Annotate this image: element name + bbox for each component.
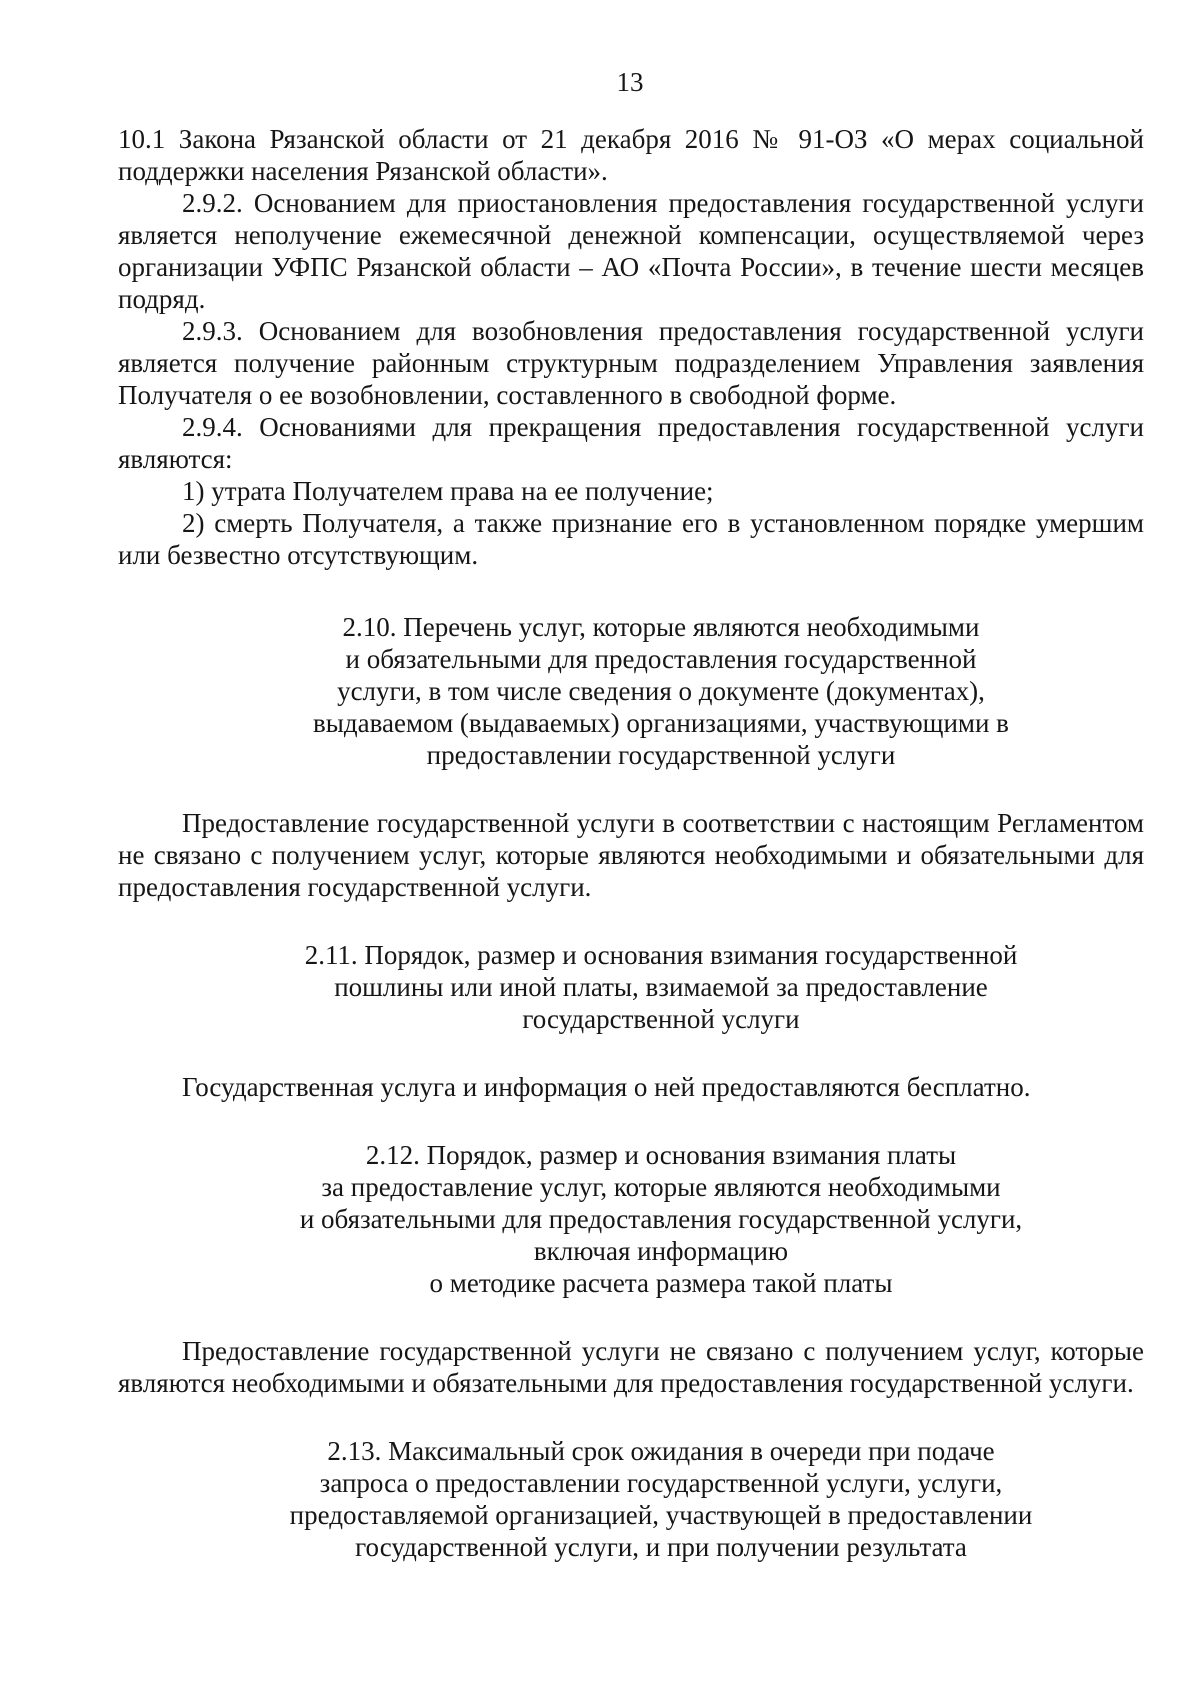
heading-line: и обязательными для предоставления государственной услуги, xyxy=(299,1204,1023,1234)
paragraph-2-9-2: 2.9.2. Основанием для приостановления предоставления государственной услуги является неполучение ежемесячной денежной компенсации, осуществляемой через организации УФПС Рязанской области – АО «Почта России», в течение шести месяцев подряд. xyxy=(118,188,1144,314)
section-heading-2-12 xyxy=(118,1139,1144,1299)
paragraph-2-9-3: 2.9.3. Основанием для возобновления предоставления государственной услуги является получение районным структурным подразделением Управления заявления Получателя о ее возобновлении, составленного в свободной форме. xyxy=(118,316,1144,410)
paragraph-law-reference: 10.1 Закона Рязанской области от 21 декабря 2016 № 91-ОЗ «О мерах социальной поддержки населения Рязанской области». xyxy=(118,124,1144,186)
heading-line: государственной услуги, и при получении результата xyxy=(355,1532,967,1562)
section-body-2-10: Предоставление государственной услуги в соответствии с настоящим Регламентом не связано с получением услуг, которые являются необходимыми и обязательными для предоставления государственной услуги. xyxy=(118,808,1144,902)
heading-line: предоставлении государственной услуги xyxy=(426,740,896,770)
paragraph-2-9-4: 2.9.4. Основаниями для прекращения предоставления государственной услуги являются: xyxy=(118,412,1144,474)
heading-line: 2.12. Порядок, размер и основания взимания платы xyxy=(365,1140,957,1170)
list-item-1: 1) утрата Получателем права на ее получение; xyxy=(182,476,714,506)
heading-line: за предоставление услуг, которые являются необходимыми xyxy=(321,1172,1001,1202)
heading-line: 2.13. Максимальный срок ожидания в очереди при подаче xyxy=(327,1436,995,1466)
section-body-2-11: Государственная услуга и информация о ней предоставляются бесплатно. xyxy=(182,1072,1031,1102)
section-heading-2-11 xyxy=(118,939,1144,1035)
section-heading-2-13 xyxy=(118,1435,1144,1563)
heading-line: 2.11. Порядок, размер и основания взимания государственной xyxy=(304,940,1018,970)
heading-line: услуги, в том числе сведения о документе (документах), xyxy=(337,676,985,706)
heading-line: государственной услуги xyxy=(522,1004,800,1034)
heading-line: запроса о предоставлении государственной услуги, услуги, xyxy=(319,1468,1003,1498)
heading-line: предоставляемой организацией, участвующей в предоставлении xyxy=(289,1500,1033,1530)
heading-line: включая информацию xyxy=(533,1236,789,1266)
heading-line: о методике расчета размера такой платы xyxy=(429,1268,893,1298)
section-body-2-12: Предоставление государственной услуги не связано с получением услуг, которые являются необходимыми и обязательными для предоставления государственной услуги. xyxy=(118,1336,1144,1398)
heading-line: и обязательными для предоставления государственной xyxy=(345,644,977,674)
list-item-2: 2) смерть Получателя, а также признание его в установленном порядке умершим или безвестно отсутствующим. xyxy=(118,508,1144,570)
heading-line: пошлины или иной платы, взимаемой за предоставление xyxy=(334,972,988,1002)
heading-line: выдаваемом (выдаваемых) организациями, участвующими в xyxy=(313,708,1009,738)
heading-line: 2.10. Перечень услуг, которые являются необходимыми xyxy=(342,612,980,642)
section-heading-2-10 xyxy=(118,611,1144,771)
page-number: 13 xyxy=(616,67,644,97)
document-body xyxy=(118,123,1144,1563)
